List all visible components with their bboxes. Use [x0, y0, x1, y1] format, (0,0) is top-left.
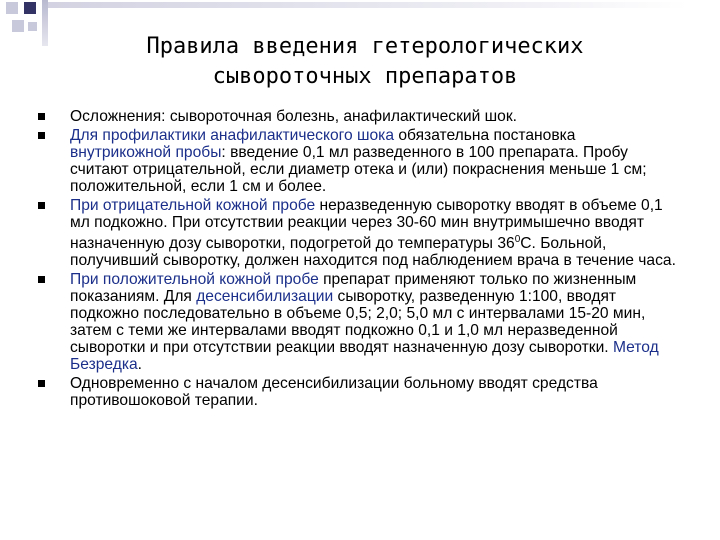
- highlighted-term: десенсибилизации: [196, 288, 334, 306]
- corner-square-2: [24, 2, 36, 14]
- bullet-square-icon: [38, 276, 45, 283]
- body-text: неразведенную сыворотку вводят в объеме 0,1 мл подкожно. При отсутствии реакции через 30-60 мин внутримышечно вводят назначенную дозу сыворотки, подогретой до температуры 36: [70, 197, 663, 253]
- corner-square-3: [12, 20, 24, 32]
- bullet-list: [38, 108, 678, 411]
- highlighted-term: Метод Безредка: [70, 339, 659, 374]
- bullet-square-icon: [38, 380, 45, 387]
- title-line-2: сывороточных препаратов: [212, 64, 518, 89]
- body-text: Осложнения: сывороточная болезнь, анафилактический шок.: [70, 108, 517, 125]
- decor-horizontal-bar: [48, 2, 688, 8]
- page-title: [60, 32, 670, 92]
- bullet-item: [38, 127, 678, 195]
- corner-square-4: [28, 22, 37, 31]
- body-text: С. Больной, получивший сыворотку, должен находится под наблюдением врача в течение часа.: [70, 235, 676, 270]
- bullet-item: [38, 197, 678, 269]
- highlighted-term: При отрицательной кожной пробе: [70, 197, 316, 214]
- bullet-square-icon: [38, 113, 45, 120]
- highlighted-term: Для профилактики анафилактического шока: [70, 127, 395, 144]
- bullet-item: [38, 108, 678, 125]
- title-line-1: Правила введения гетерологических: [146, 34, 584, 59]
- bullet-square-icon: [38, 132, 45, 139]
- body-text: обязательна постановка: [394, 127, 576, 144]
- bullet-item: [38, 271, 678, 373]
- bullet-item: [38, 375, 678, 409]
- body-text: Одновременно с началом десенсибилизации больному вводят средства противошоковой терапии.: [70, 375, 598, 410]
- body-text: : введение 0,1 мл разведенного в 100 препарата. Пробу считают отрицательной, если диаметр отека и (или) покраснения меньше 1 см; положительной, если 1 см и более.: [70, 144, 647, 195]
- body-text: препарат применяют только по жизненным показаниям. Для: [70, 271, 637, 306]
- highlighted-term: внутрикожной пробы: [70, 144, 222, 161]
- body-text: .: [137, 356, 142, 374]
- bullet-square-icon: [38, 202, 45, 209]
- corner-square-1: [6, 2, 18, 14]
- body-text: сыворотку, разведенную 1:100, вводят подкожно последовательно в объеме 0,5; 2,0; 5,0 мл с интервалами 15-20 мин, затем с теми же интервалами вводят подкожно 0,1 и 1,0 мл неразведенной сыворотки и при отсутствии реакции вводят назначенную дозу сыворотки.: [70, 288, 646, 357]
- degree-superscript: 0: [514, 234, 521, 245]
- highlighted-term: При положительной кожной пробе: [70, 271, 319, 289]
